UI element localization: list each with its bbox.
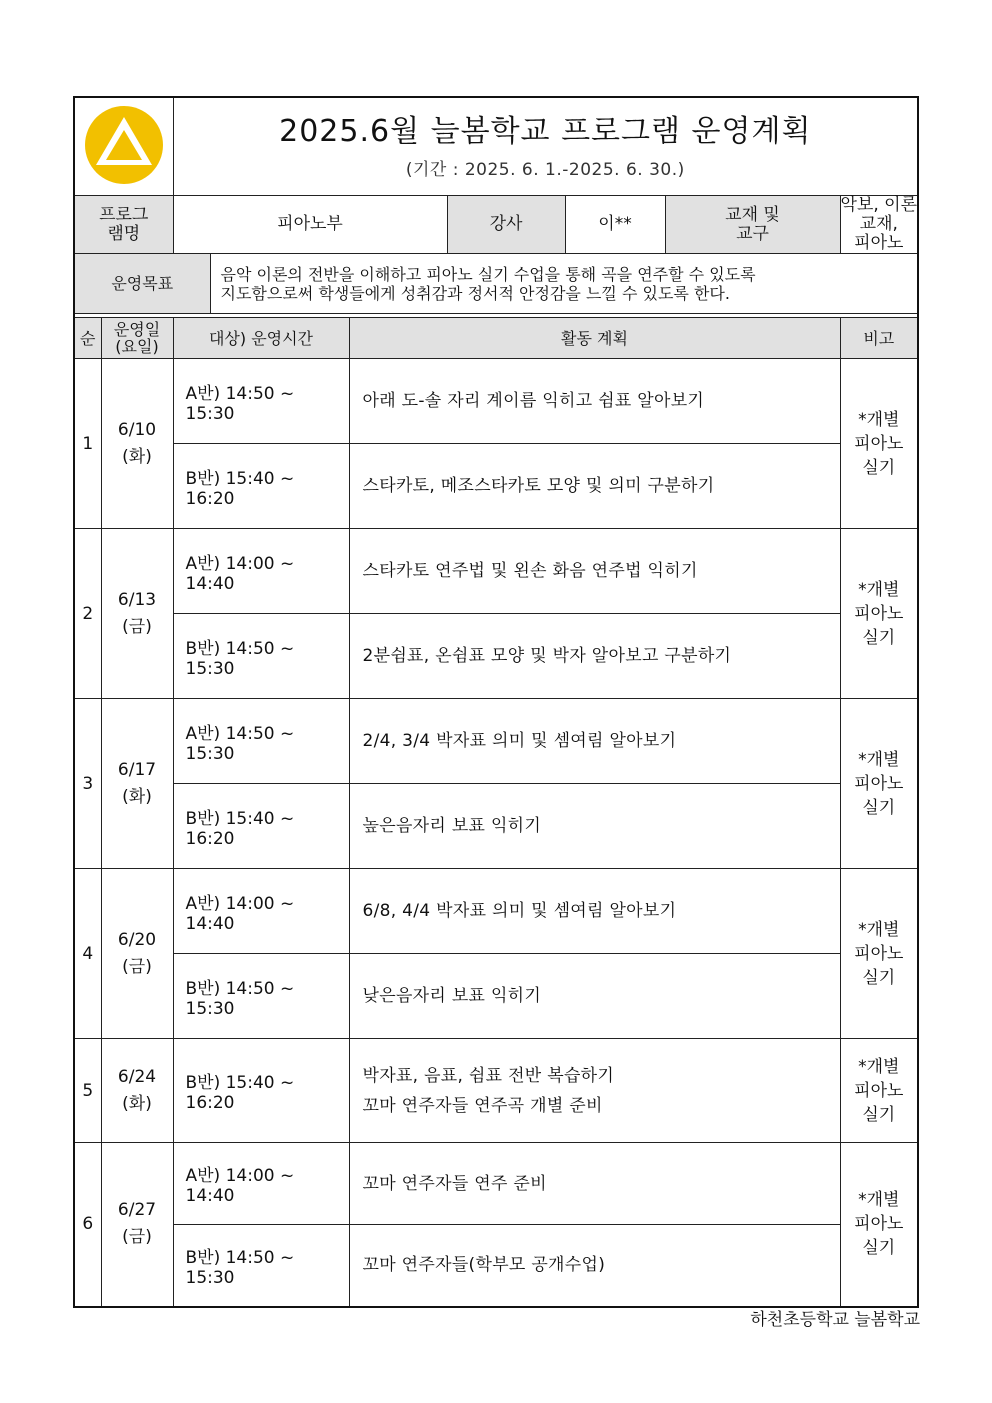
activity-text: 아래 도-솔 자리 계이름 익히고 쉼표 알아보기 bbox=[349, 359, 840, 444]
session-note bbox=[840, 1039, 918, 1143]
header-num: 순 bbox=[74, 318, 101, 359]
teacher-value: 이** bbox=[565, 196, 665, 254]
note-line3: 실기 bbox=[862, 797, 896, 818]
session-num: 4 bbox=[74, 869, 101, 1039]
activity-text bbox=[349, 1039, 840, 1143]
date-text: 6/17 bbox=[117, 759, 157, 780]
class-time: A반) 14:00 ~ 14:40 bbox=[173, 529, 349, 614]
material-label-line1: 교재 및 bbox=[725, 204, 780, 225]
goal-text bbox=[210, 254, 918, 314]
goal-row bbox=[74, 254, 918, 314]
session-date bbox=[101, 869, 173, 1039]
class-time: A반) 14:00 ~ 14:40 bbox=[173, 869, 349, 954]
date-text: 6/20 bbox=[117, 929, 157, 950]
date-text: 6/27 bbox=[117, 1200, 157, 1221]
document-page bbox=[73, 96, 917, 1308]
title-row bbox=[74, 97, 918, 196]
header-date-line2: (요일) bbox=[115, 337, 159, 356]
table-row bbox=[74, 444, 918, 529]
day-text: (화) bbox=[122, 786, 152, 807]
header-note: 비고 bbox=[840, 318, 918, 359]
header-time: 대상) 운영시간 bbox=[173, 318, 349, 359]
session-num: 1 bbox=[74, 359, 101, 529]
goal-line1: 음악 이론의 전반을 이해하고 피아노 실기 수업을 통해 곡을 연주할 수 있도록 bbox=[220, 264, 756, 284]
note-line1: *개별 bbox=[858, 409, 900, 430]
session-note bbox=[840, 1143, 918, 1307]
session-note bbox=[840, 869, 918, 1039]
session-date bbox=[101, 699, 173, 869]
activity-text: 스타카토 연주법 및 왼손 화음 연주법 익히기 bbox=[349, 529, 840, 614]
note-line3: 실기 bbox=[862, 1238, 896, 1259]
day-text: (화) bbox=[122, 446, 152, 467]
session-date bbox=[101, 1143, 173, 1307]
activity-line2: 꼬마 연주자들 연주곡 개별 준비 bbox=[362, 1095, 603, 1116]
note-line2: 피아노 bbox=[854, 1214, 904, 1235]
class-time: A반) 14:50 ~ 15:30 bbox=[173, 359, 349, 444]
triangle-circle-logo bbox=[82, 103, 166, 187]
session-note bbox=[840, 699, 918, 869]
activity-text: 2/4, 3/4 박자표 의미 및 셈여림 알아보기 bbox=[349, 699, 840, 784]
activity-text: 6/8, 4/4 박자표 의미 및 셈여림 알아보기 bbox=[349, 869, 840, 954]
class-time: A반) 14:00 ~ 14:40 bbox=[173, 1143, 349, 1225]
logo-cell bbox=[74, 97, 173, 196]
activity-text: 스타카토, 메조스타카토 모양 및 의미 구분하기 bbox=[349, 444, 840, 529]
title-cell bbox=[173, 97, 918, 196]
info-row bbox=[74, 196, 918, 254]
note-line3: 실기 bbox=[862, 627, 896, 648]
note-line3: 실기 bbox=[862, 967, 896, 988]
table-row bbox=[74, 614, 918, 699]
table-row bbox=[74, 1225, 918, 1307]
class-time: B반) 15:40 ~ 16:20 bbox=[173, 784, 349, 869]
class-time: B반) 15:40 ~ 16:20 bbox=[173, 1039, 349, 1143]
note-line1: *개별 bbox=[858, 749, 900, 770]
activity-text: 꼬마 연주자들(학부모 공개수업) bbox=[349, 1225, 840, 1307]
day-text: (금) bbox=[122, 616, 152, 637]
activity-text: 낮은음자리 보표 익히기 bbox=[349, 954, 840, 1039]
note-line3: 실기 bbox=[862, 457, 896, 478]
header-date bbox=[101, 318, 173, 359]
note-line1: *개별 bbox=[858, 1056, 900, 1077]
program-label-line2: 램명 bbox=[107, 223, 141, 244]
activity-text: 2분쉼표, 온쉼표 모양 및 박자 알아보고 구분하기 bbox=[349, 614, 840, 699]
header-date-line1: 운영일 bbox=[113, 320, 161, 339]
session-num: 2 bbox=[74, 529, 101, 699]
class-time: A반) 14:50 ~ 15:30 bbox=[173, 699, 349, 784]
session-note bbox=[840, 359, 918, 529]
program-label bbox=[74, 196, 173, 254]
activity-text: 꼬마 연주자들 연주 준비 bbox=[349, 1143, 840, 1225]
date-text: 6/24 bbox=[117, 1066, 157, 1087]
page-title: 2025.6월 늘봄학교 프로그램 운영계획 bbox=[279, 114, 812, 149]
period-text: (기간 : 2025. 6. 1.-2025. 6. 30.) bbox=[405, 160, 685, 180]
program-value: 피아노부 bbox=[173, 196, 447, 254]
note-line3: 실기 bbox=[862, 1104, 896, 1125]
header-activity: 활동 계획 bbox=[349, 318, 840, 359]
table-row bbox=[74, 1039, 918, 1143]
table-row bbox=[74, 1143, 918, 1225]
session-date bbox=[101, 1039, 173, 1143]
date-text: 6/10 bbox=[117, 419, 157, 440]
program-label-line1: 프로그 bbox=[99, 204, 149, 225]
table-row bbox=[74, 954, 918, 1039]
table-row bbox=[74, 869, 918, 954]
goal-label: 운영목표 bbox=[74, 254, 210, 314]
goal-line2: 지도함으로써 학생들에게 성취감과 정서적 안정감을 느낄 수 있도록 한다. bbox=[220, 283, 730, 303]
class-time: B반) 15:40 ~ 16:20 bbox=[173, 444, 349, 529]
session-date bbox=[101, 529, 173, 699]
session-date bbox=[101, 359, 173, 529]
day-text: (화) bbox=[122, 1093, 152, 1114]
material-value-line1: 악보, 이론교재, bbox=[840, 195, 918, 234]
school-footer: 하천초등학교 늘봄학교 bbox=[750, 1310, 920, 1330]
note-line1: *개별 bbox=[858, 919, 900, 940]
note-line1: *개별 bbox=[858, 579, 900, 600]
session-num: 6 bbox=[74, 1143, 101, 1307]
class-time: B반) 14:50 ~ 15:30 bbox=[173, 614, 349, 699]
note-line2: 피아노 bbox=[854, 433, 904, 454]
schedule-header-row bbox=[74, 318, 918, 359]
session-note bbox=[840, 529, 918, 699]
class-time: B반) 14:50 ~ 15:30 bbox=[173, 954, 349, 1039]
material-value-line2: 피아노 bbox=[854, 233, 904, 253]
activity-line1: 박자표, 음표, 쉼표 전반 복습하기 bbox=[362, 1065, 615, 1086]
note-line1: *개별 bbox=[858, 1190, 900, 1211]
material-value bbox=[840, 196, 918, 254]
plan-table bbox=[73, 96, 919, 1308]
class-time: B반) 14:50 ~ 15:30 bbox=[173, 1225, 349, 1307]
date-text: 6/13 bbox=[117, 589, 157, 610]
note-line2: 피아노 bbox=[854, 943, 904, 964]
note-line2: 피아노 bbox=[854, 773, 904, 794]
session-num: 5 bbox=[74, 1039, 101, 1143]
material-label bbox=[665, 196, 840, 254]
day-text: (금) bbox=[122, 956, 152, 977]
table-row bbox=[74, 359, 918, 444]
teacher-label: 강사 bbox=[447, 196, 565, 254]
note-line2: 피아노 bbox=[854, 603, 904, 624]
activity-text: 높은음자리 보표 익히기 bbox=[349, 784, 840, 869]
note-line2: 피아노 bbox=[854, 1080, 904, 1101]
table-row bbox=[74, 529, 918, 614]
table-row bbox=[74, 699, 918, 784]
day-text: (금) bbox=[122, 1227, 152, 1248]
session-num: 3 bbox=[74, 699, 101, 869]
table-row bbox=[74, 784, 918, 869]
material-label-line2: 교구 bbox=[736, 223, 769, 244]
